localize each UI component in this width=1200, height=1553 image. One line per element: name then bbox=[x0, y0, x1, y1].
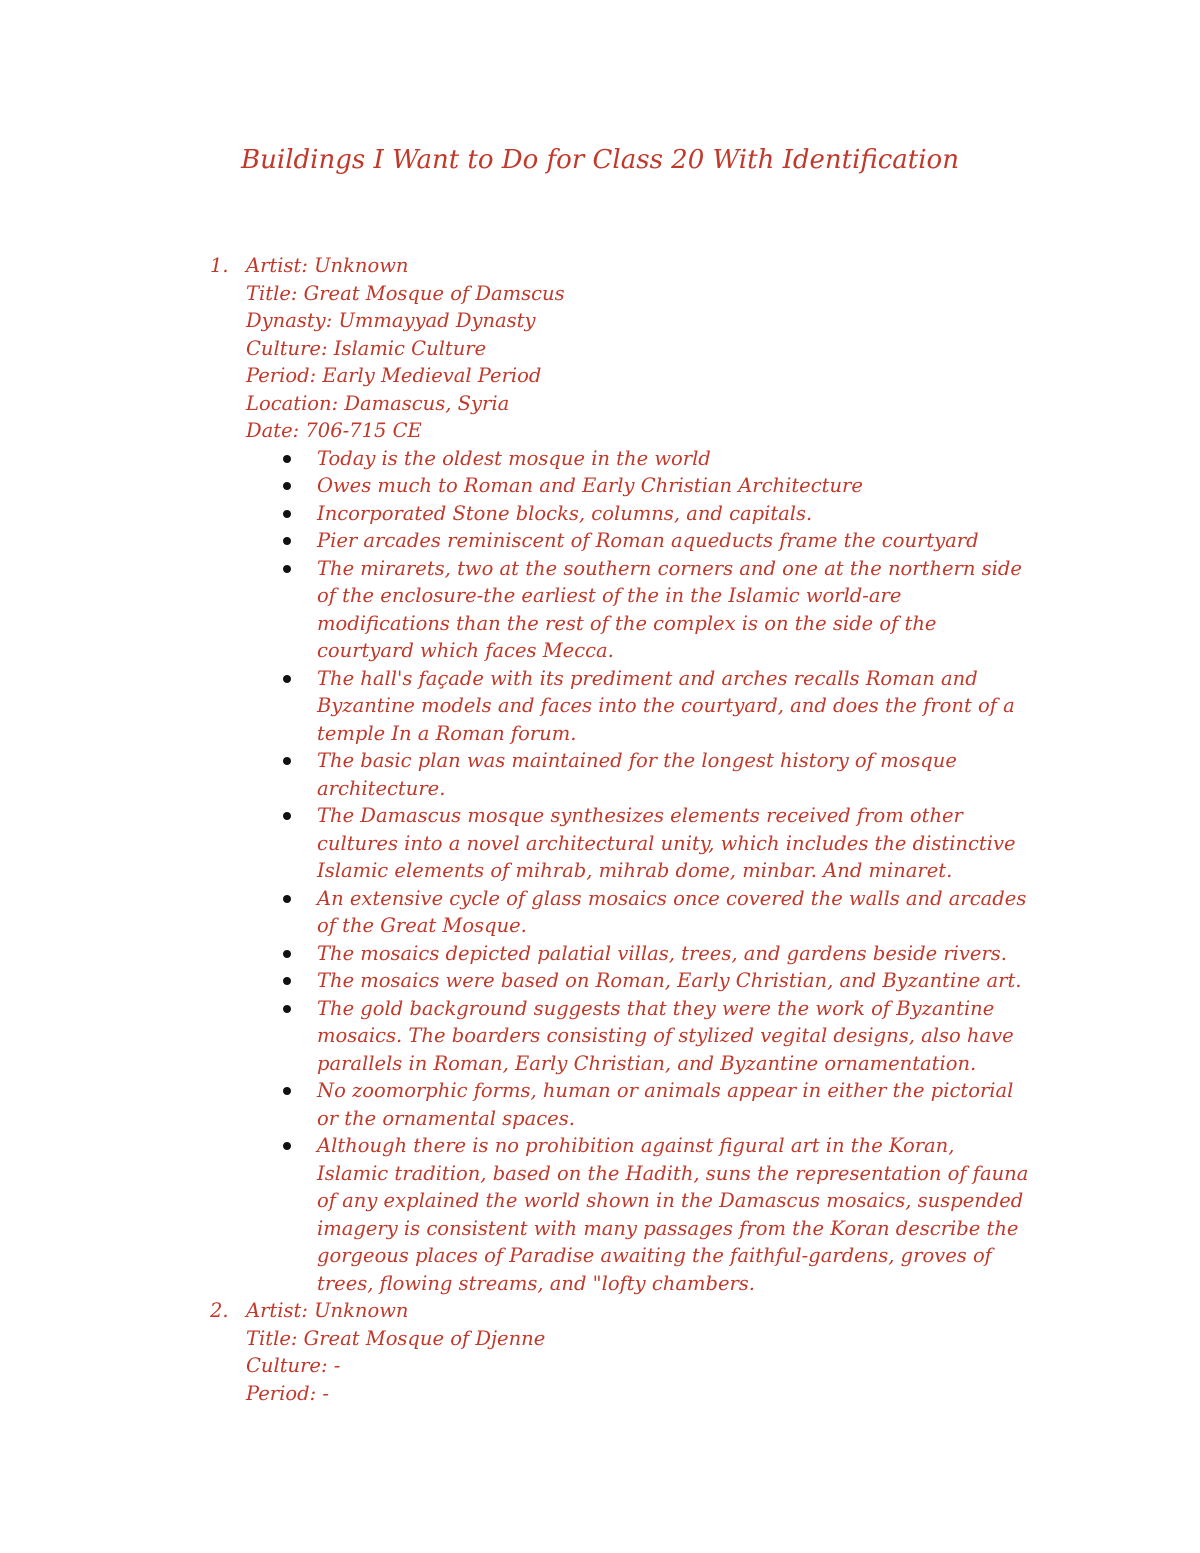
bullet-icon bbox=[283, 977, 291, 985]
bullet-text: Incorporated Stone blocks, columns, and capitals. bbox=[317, 501, 813, 525]
bullet-text: The hall's façade with its prediment and arches recalls Roman and Byzantine models and faces into the courtyard, and does the front of a temple In a Roman forum. bbox=[317, 666, 1015, 745]
bullet-icon bbox=[283, 537, 291, 545]
field-culture: Culture: Islamic Culture bbox=[246, 336, 487, 360]
entry-number: 1. bbox=[210, 254, 229, 277]
bullet-icon bbox=[283, 1087, 291, 1095]
list-item bbox=[246, 500, 1029, 528]
bullet-text: Owes much to Roman and Early Christian Architecture bbox=[317, 474, 863, 497]
bullet-icon bbox=[283, 1142, 291, 1150]
entry-number: 2. bbox=[210, 1299, 229, 1322]
list-item bbox=[246, 747, 1029, 802]
document-title: Buildings I Want to Do for Class 20 With Identification bbox=[241, 145, 959, 175]
bullet-list bbox=[246, 445, 1046, 1298]
bullet-icon bbox=[283, 812, 291, 820]
list-item bbox=[246, 802, 1029, 885]
bullet-icon bbox=[283, 757, 291, 765]
field-artist: Artist: Unknown bbox=[246, 254, 409, 277]
bullet-text: The gold background suggests that they were the work of Byzantine mosaics. The boarders consisting of stylized vegital designs, also have parallels in Roman, Early Christian, and Byzantine ornamentation. bbox=[317, 996, 1014, 1075]
bullet-icon bbox=[283, 675, 291, 683]
bullet-icon bbox=[283, 455, 291, 463]
list-item bbox=[246, 940, 1029, 968]
list-item bbox=[246, 1132, 1029, 1297]
field-date: Date: 706-715 CE bbox=[246, 419, 422, 442]
bullet-text: The basic plan was maintained for the longest history of mosque architecture. bbox=[317, 749, 957, 800]
field-culture: Culture: - bbox=[246, 1354, 341, 1377]
bullet-text: Pier arcades reminiscent of Roman aqueducts frame the courtyard bbox=[317, 529, 979, 552]
bullet-icon bbox=[283, 1005, 291, 1013]
bullet-text: The mosaics depicted palatial villas, trees, and gardens beside rivers. bbox=[317, 941, 1007, 965]
field-location: Location: Damascus, Syria bbox=[246, 391, 510, 415]
list-item bbox=[246, 445, 1029, 473]
bullet-icon bbox=[283, 565, 291, 573]
field-period: Period: - bbox=[246, 1381, 329, 1405]
bullet-icon bbox=[283, 950, 291, 958]
bullet-text: An extensive cycle of glass mosaics once covered the walls and arcades of the Great Mosque. bbox=[317, 886, 1027, 937]
list-item bbox=[246, 527, 1029, 555]
list-item bbox=[246, 472, 1029, 500]
entry-1 bbox=[210, 252, 1046, 1297]
field-title: Title: Great Mosque of Djenne bbox=[246, 1326, 546, 1350]
field-artist: Artist: Unknown bbox=[246, 1299, 409, 1322]
entry-2 bbox=[210, 1297, 1046, 1407]
field-dynasty: Dynasty: Ummayyad Dynasty bbox=[246, 309, 536, 332]
bullet-text: The Damascus mosque synthesizes elements received from other cultures into a novel architectural unity, which includes the distinctive Islamic elements of mihrab, mihrab dome, minbar. And minaret. bbox=[317, 804, 1016, 882]
list-item bbox=[246, 885, 1029, 940]
list-item bbox=[246, 995, 1029, 1078]
list-item bbox=[246, 555, 1029, 665]
bullet-icon bbox=[283, 482, 291, 490]
field-title: Title: Great Mosque of Damscus bbox=[246, 281, 565, 305]
bullet-text: Although there is no prohibition against figural art in the Koran, Islamic tradition, based on the Hadith, suns the representation of fauna of any explained the world shown in the Damascus mosaics, suspended imagery is consistent with many passages from the Koran describe the gorgeous places of Paradise awaiting the faithful-gardens, groves of trees, flowing streams, and "lofty chambers. bbox=[317, 1134, 1029, 1295]
list-item bbox=[246, 967, 1029, 995]
bullet-icon bbox=[283, 895, 291, 903]
bullet-text: Today is the oldest mosque in the world bbox=[317, 446, 711, 470]
bullet-text: No zoomorphic forms, human or animals appear in either the pictorial or the ornamental spaces. bbox=[317, 1079, 1014, 1130]
entry-list bbox=[210, 252, 1046, 1407]
bullet-icon bbox=[283, 510, 291, 518]
field-period: Period: Early Medieval Period bbox=[246, 364, 542, 387]
list-item bbox=[246, 665, 1029, 748]
list-item bbox=[246, 1077, 1029, 1132]
bullet-text: The mosaics were based on Roman, Early Christian, and Byzantine art. bbox=[317, 969, 1022, 992]
bullet-text: The mirarets, two at the southern corners and one at the northern side of the enclosure-the earliest of the in the Islamic world-are modifications than the rest of the complex is on the side of the courtyard which faces Mecca. bbox=[317, 556, 1022, 662]
